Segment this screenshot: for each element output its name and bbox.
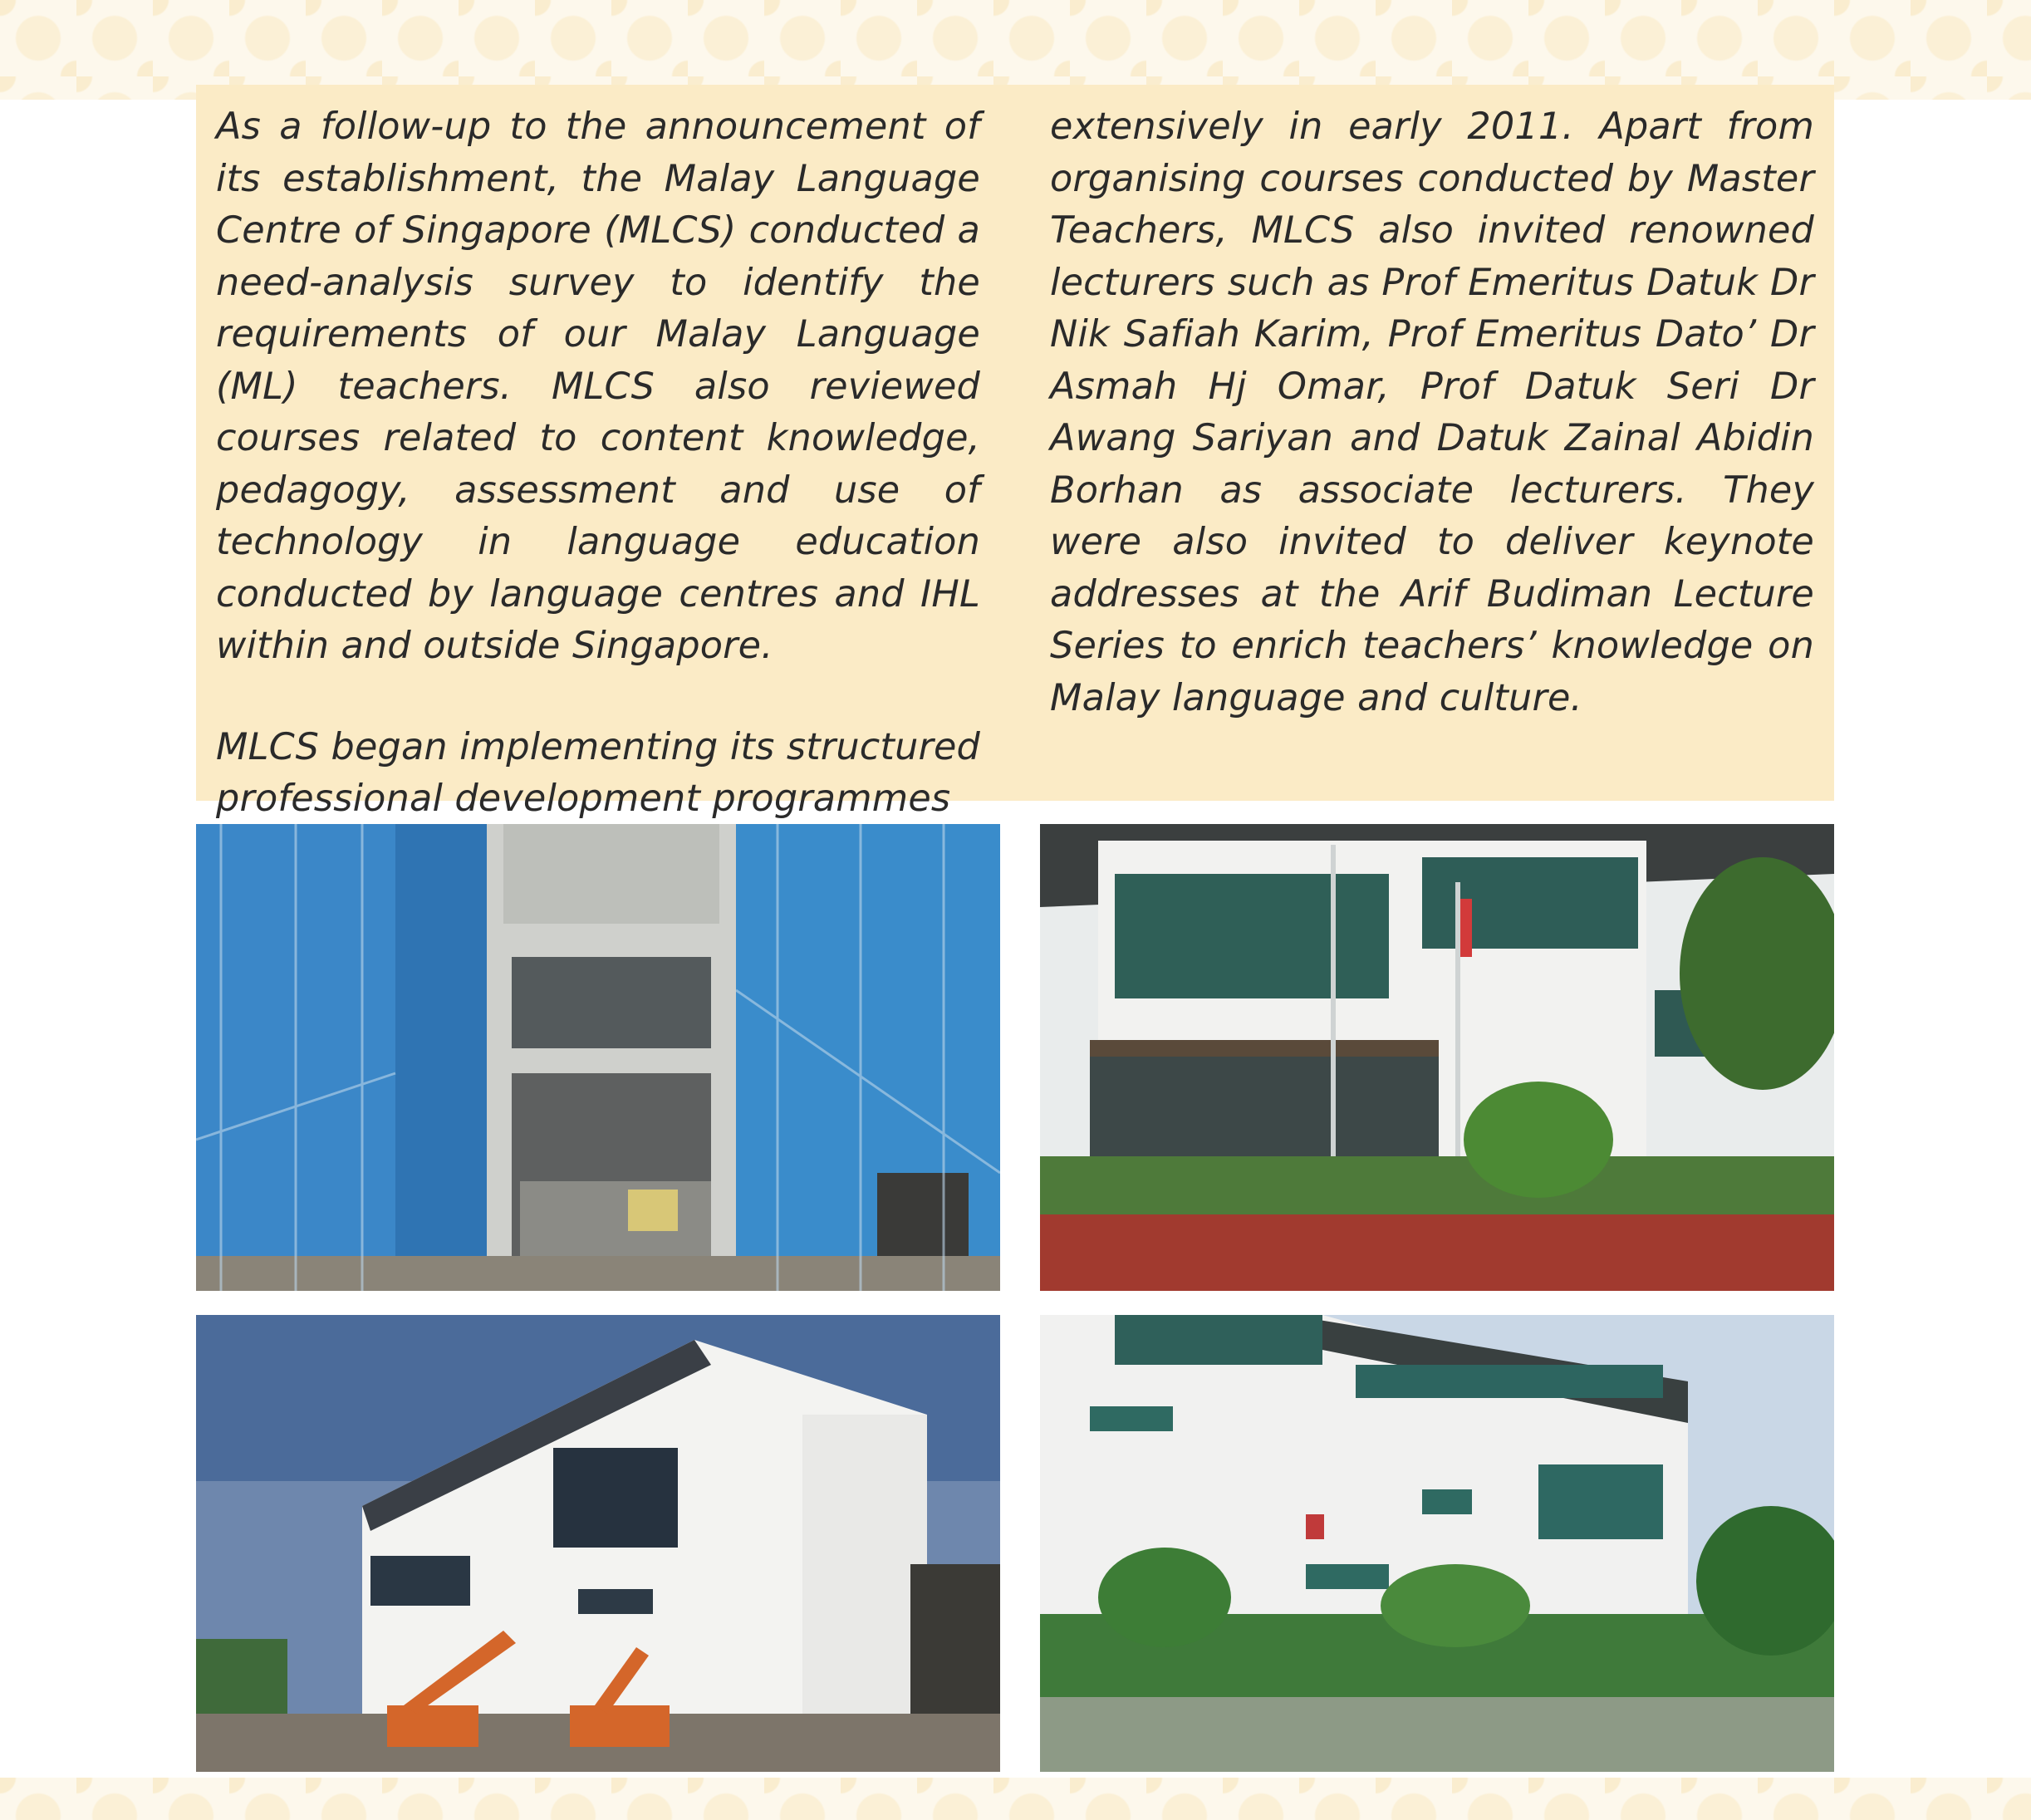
photo-construction-scaffolding <box>196 824 1000 1291</box>
paragraph-followup: As a follow-up to the announcement of its establishment, the Malay Language Centre of Singapore (MLCS) conducted a need-analysis survey to identify the requirements of our Malay Language (ML) teachers. MLCS also reviewed courses related to content knowledge, pedagogy, assessment and use of technology in language education conducted by language centres and IHL within and outside Singapore. <box>216 105 980 667</box>
article-text-panel <box>196 85 1834 820</box>
construction-scaffolding-image <box>196 824 1000 1291</box>
building-facade-image <box>1040 1315 1834 1772</box>
decorative-pattern-bottom <box>0 1778 2031 1820</box>
article-column-right <box>1050 101 1814 773</box>
paragraph-implementation: MLCS began implementing its structured professional development programmes <box>216 725 980 820</box>
photo-building-entrance <box>1040 824 1834 1291</box>
building-entrance-image <box>1040 824 1834 1291</box>
photo-building-cranes <box>196 1315 1000 1772</box>
paragraph-lecturers: extensively in early 2011. Apart from organising courses conducted by Master Teachers, MLCS also invited renowned lecturers such as Prof Emeritus Datuk Dr Nik Safiah Karim, Prof Emeritus Dato’ Dr Asmah Hj Omar, Prof Datuk Seri Dr Awang Sariyan and Datuk Zainal Abidin Borhan as associate lecturers. They were also invited to deliver keynote addresses at the Arif Budiman Lecture Series to enrich teachers’ knowledge on Malay language and culture. <box>1050 105 1814 719</box>
photo-building-facade <box>1040 1315 1834 1772</box>
building-cranes-image <box>196 1315 1000 1772</box>
article-column-left <box>216 101 980 875</box>
